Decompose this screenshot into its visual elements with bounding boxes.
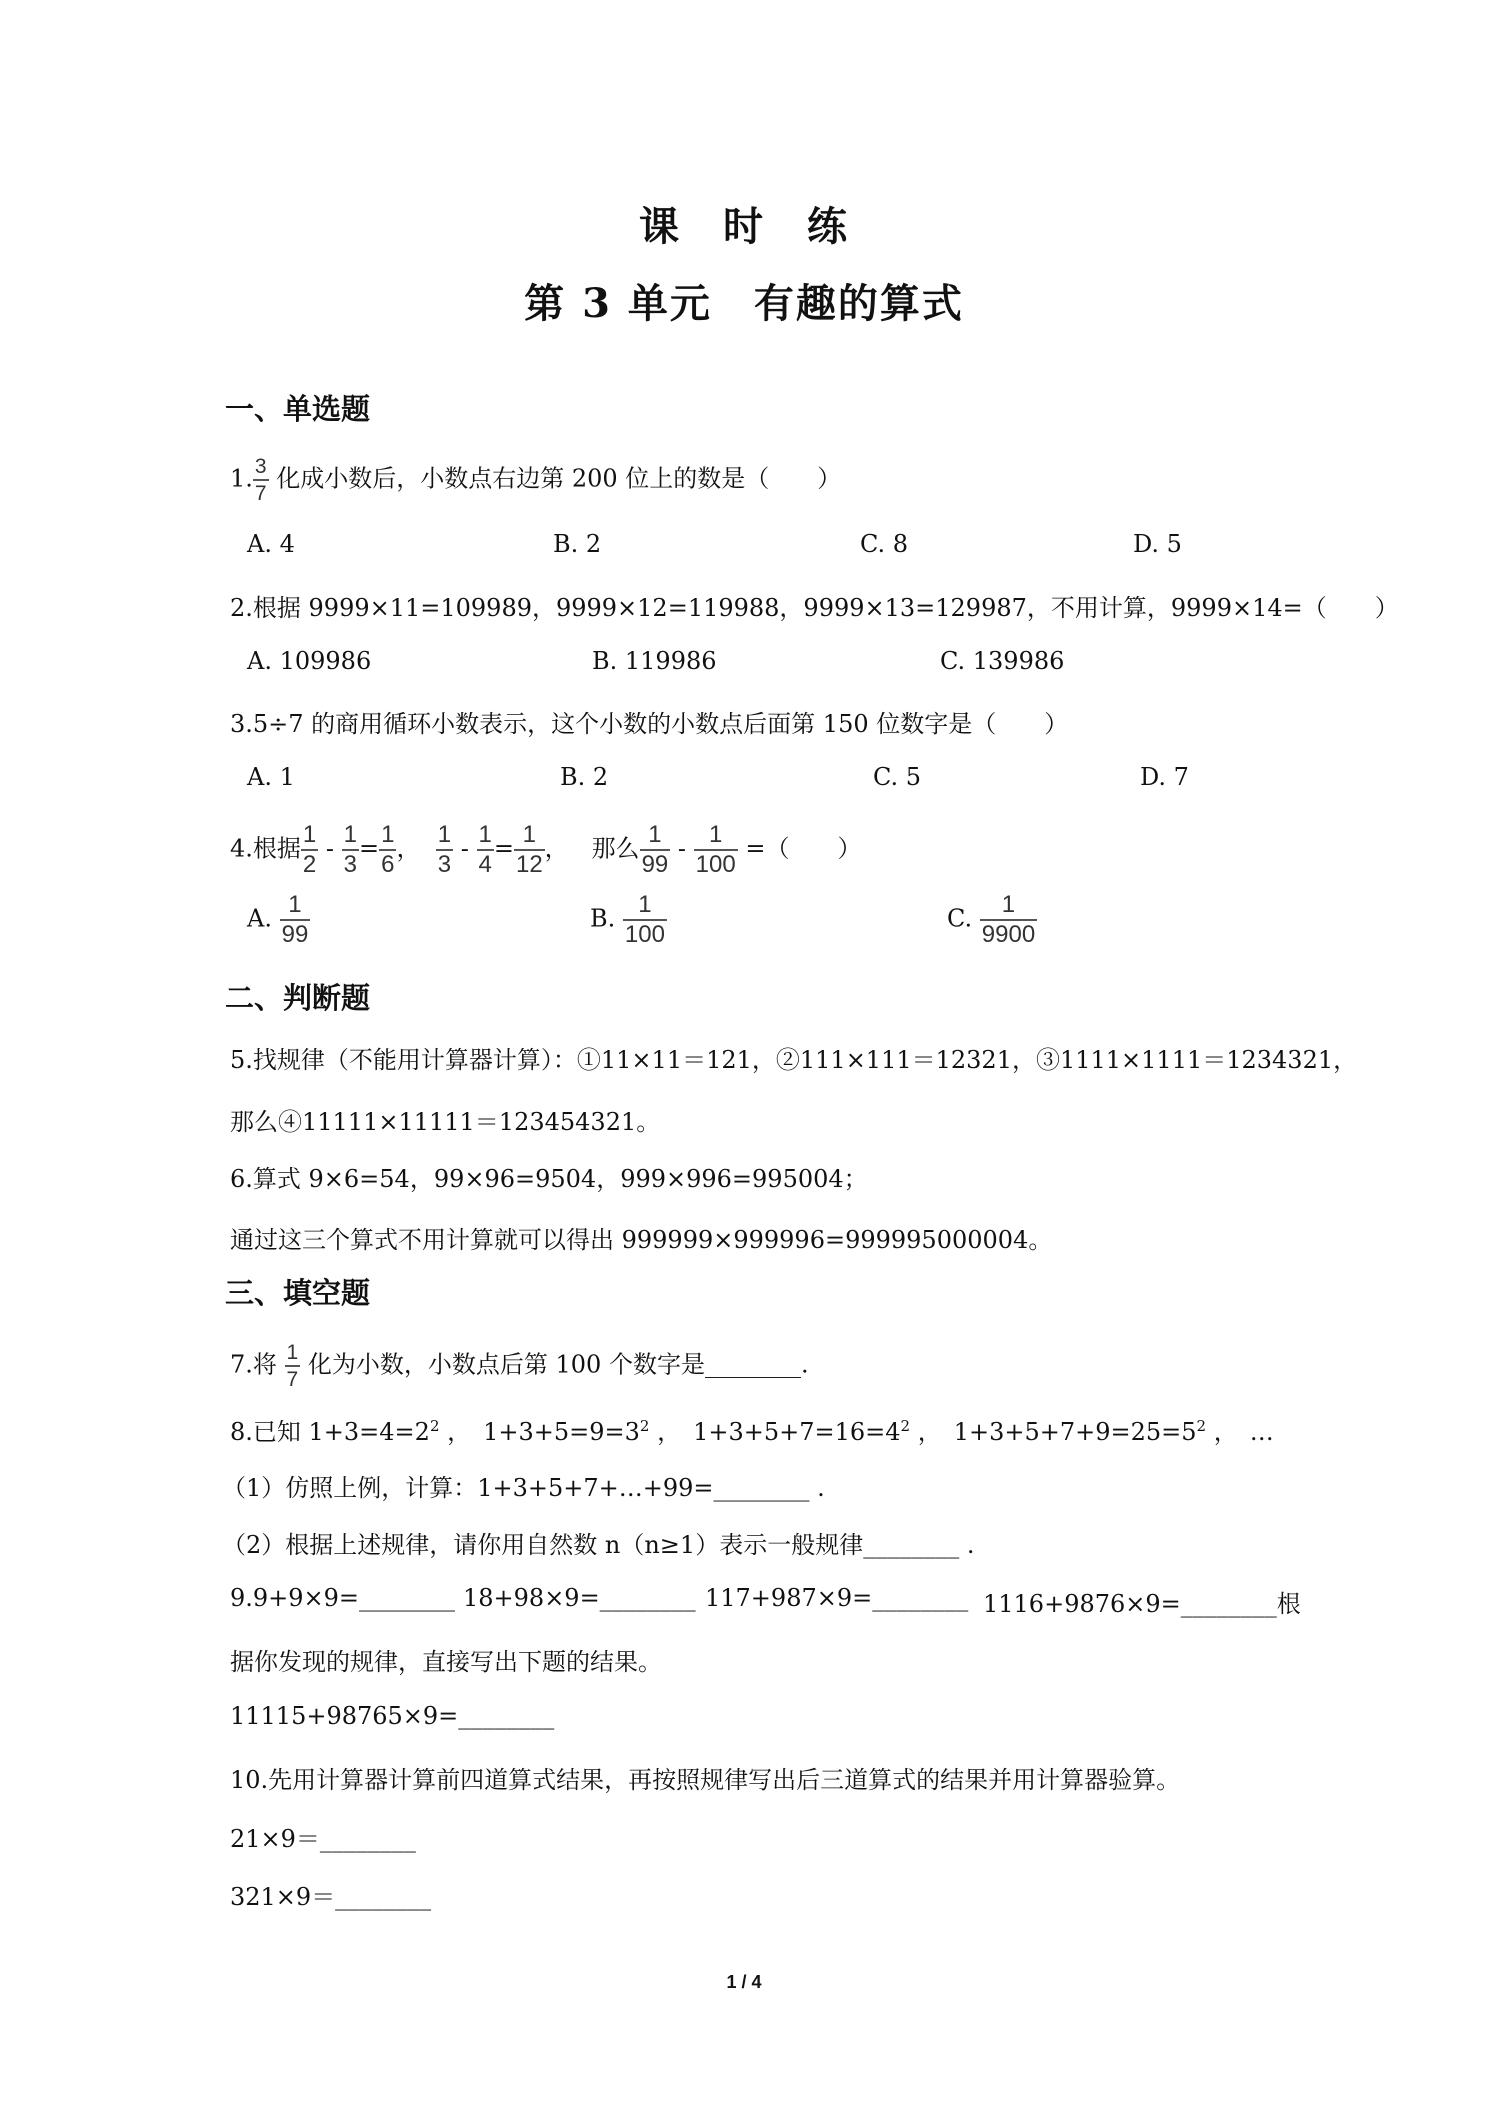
option-d[interactable]: D. 5 xyxy=(1133,530,1182,558)
option-label: B. xyxy=(590,904,616,933)
fraction: $\frac{1}{9900}$ xyxy=(981,891,1036,948)
option-b[interactable] xyxy=(590,893,667,947)
option-b[interactable]: B. 119986 xyxy=(592,647,717,675)
fraction: $\frac{1}{3}$ xyxy=(343,821,358,878)
question-8-sub-2: （2）根据上述规律，请你用自然数 n（n≥1）表示一般规律________ . xyxy=(222,1531,975,1559)
question-2: 2.根据 9999×11=109989，9999×12=119988，9999×13=129987，不用计算，9999×14=（ ） xyxy=(230,594,1399,622)
option-a[interactable]: A. 1 xyxy=(247,763,295,791)
equation: 8.已知 1+3=4=2 xyxy=(230,1418,430,1446)
option-c[interactable]: C. 139986 xyxy=(940,647,1065,675)
option-c[interactable]: C. 8 xyxy=(860,530,909,558)
fraction: $\frac{1}{2}$ xyxy=(302,821,317,878)
fraction: $\frac{1}{100}$ xyxy=(624,891,665,948)
question-8-sub-1: （1）仿照上例，计算：1+3+5+7+…+99=________ . xyxy=(222,1474,825,1502)
equation: ， 1+3+5+7=16=4 xyxy=(657,1418,901,1446)
minus-sign: - xyxy=(460,834,469,863)
question-5-line-2: 那么④11111×11111＝123454321。 xyxy=(230,1108,661,1136)
equals-sign: = xyxy=(493,834,514,863)
question-text: 化为小数，小数点后第 100 个数字是________. xyxy=(307,1350,809,1379)
section-heading-fill-blank: 三、填空题 xyxy=(225,1276,371,1310)
question-4 xyxy=(230,823,861,877)
page-title: 课 时 练 xyxy=(639,203,849,250)
option-a[interactable] xyxy=(247,893,310,947)
question-tail: =（ ） xyxy=(745,834,862,863)
question-1 xyxy=(230,456,841,504)
section-heading-true-false: 二、判断题 xyxy=(225,981,371,1015)
question-7 xyxy=(230,1342,809,1390)
minus-sign: - xyxy=(325,834,335,863)
question-10-expression-2: 321×9＝________ xyxy=(230,1883,432,1911)
option-c[interactable] xyxy=(947,893,1037,947)
question-text: 化成小数后，小数点右边第 200 位上的数是（ ） xyxy=(276,464,842,493)
comma: ， xyxy=(396,834,421,863)
option-label: C. xyxy=(947,904,973,933)
exponent: 2 xyxy=(900,1417,911,1435)
question-10: 10.先用计算器计算前四道算式结果，再按照规律写出后三道算式的结果并用计算器验算。 xyxy=(230,1766,1181,1794)
equation: ， 1+3+5+7+9=25=5 xyxy=(917,1418,1197,1446)
ellipsis: ， … xyxy=(1213,1418,1274,1446)
question-9-part-4: 1116+9876×9=________根 xyxy=(983,1590,1301,1618)
then-word: 那么 xyxy=(591,834,640,863)
comma: ， xyxy=(544,834,569,863)
fraction: $\frac{3}{7}$ xyxy=(254,455,267,505)
fraction: $\frac{1}{3}$ xyxy=(437,821,452,878)
exponent: 2 xyxy=(429,1417,440,1435)
question-3: 3.5÷7 的商用循环小数表示，这个小数的小数点后面第 150 位数字是（ ） xyxy=(230,710,1069,738)
question-9-part-1: 9.9+9×9=________ xyxy=(230,1584,456,1612)
exponent: 2 xyxy=(1196,1417,1207,1435)
question-9-part-2: 18+98×9=________ xyxy=(463,1584,696,1612)
fraction: $\frac{1}{100}$ xyxy=(695,821,736,878)
option-b[interactable]: B. 2 xyxy=(553,530,602,558)
question-5-line-1: 5.找规律（不能用计算器计算）：①11×11＝121，②111×111＝12321，③1111×1111＝1234321， xyxy=(230,1046,1358,1074)
option-c[interactable]: C. 5 xyxy=(873,763,922,791)
question-text: 4.根据 xyxy=(230,834,301,863)
question-6-line-1: 6.算式 9×6=54，99×96=9504，999×996=995004； xyxy=(230,1165,868,1193)
question-6-line-2: 通过这三个算式不用计算就可以得出 999999×999996=999995000004。 xyxy=(230,1226,1053,1254)
question-number: 1. xyxy=(230,464,253,493)
question-10-expression-1: 21×9＝________ xyxy=(230,1825,416,1853)
fraction: $\frac{1}{7}$ xyxy=(286,1341,299,1391)
question-9-line-2: 据你发现的规律，直接写出下题的结果。 xyxy=(230,1648,662,1676)
fraction: $\frac{1}{12}$ xyxy=(515,821,543,878)
page-number: 1 / 4 xyxy=(726,1972,762,1992)
question-9-line-3: 11115+98765×9=________ xyxy=(230,1702,555,1730)
fraction: $\frac{1}{99}$ xyxy=(641,821,669,878)
option-a[interactable]: A. 109986 xyxy=(247,647,372,675)
page-subtitle: 第 3 单元 有趣的算式 xyxy=(524,280,964,327)
question-8 xyxy=(230,1412,1274,1447)
option-a[interactable]: A. 4 xyxy=(247,530,295,558)
section-heading-single-choice: 一、单选题 xyxy=(225,392,371,426)
option-label: A. xyxy=(247,904,272,933)
option-b[interactable]: B. 2 xyxy=(560,763,609,791)
minus-sign: - xyxy=(677,834,687,863)
equals-sign: = xyxy=(359,834,380,863)
question-9-part-3: 117+987×9=________ xyxy=(705,1584,969,1612)
question-text: 7.将 xyxy=(230,1350,277,1379)
fraction: $\frac{1}{99}$ xyxy=(281,891,309,948)
exponent: 2 xyxy=(639,1417,650,1435)
fraction: $\frac{1}{6}$ xyxy=(381,821,395,878)
equation: ， 1+3+5=9=3 xyxy=(447,1418,640,1446)
option-d[interactable]: D. 7 xyxy=(1140,763,1189,791)
fraction: $\frac{1}{4}$ xyxy=(478,821,492,878)
